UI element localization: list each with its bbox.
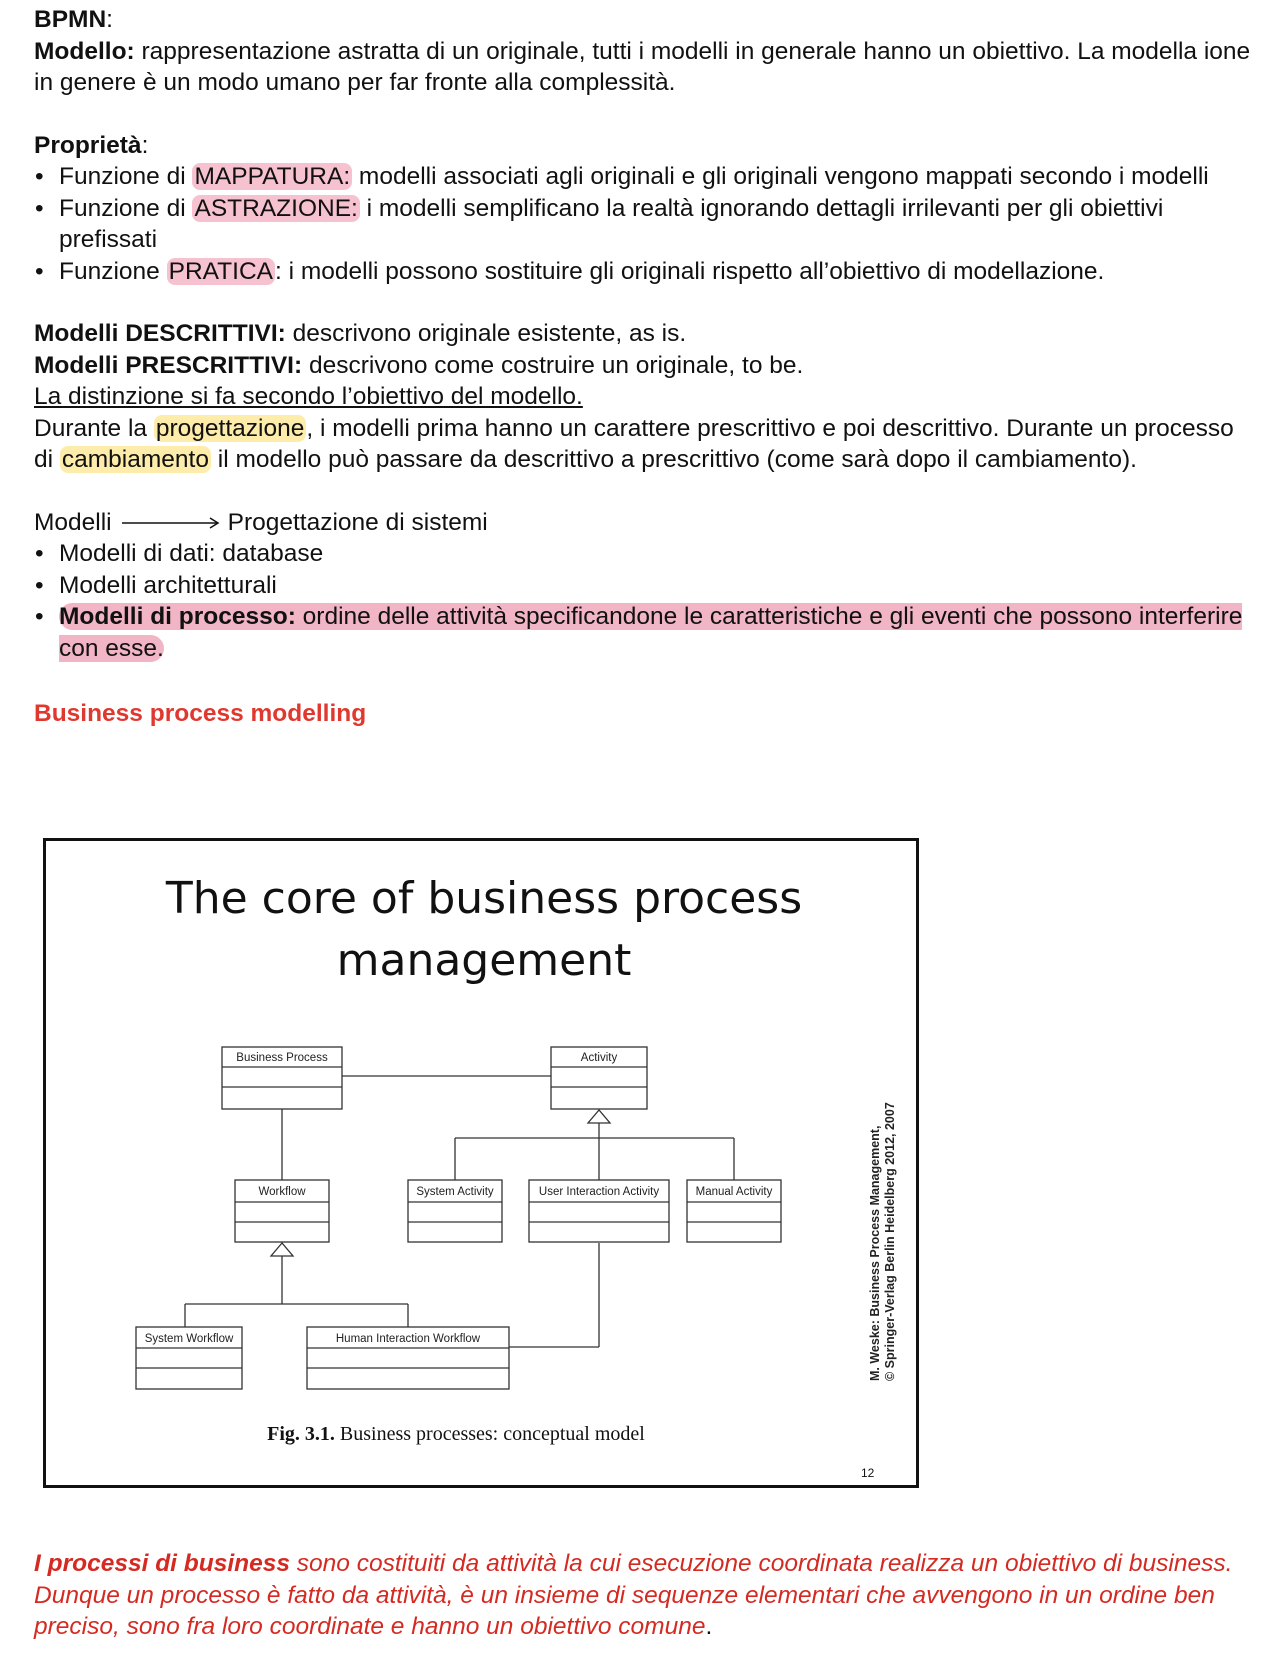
human-interaction-workflow-label: Human Interaction Workflow xyxy=(335,1333,481,1345)
highlight-pratica: PRATICA xyxy=(168,257,273,285)
activity-label: Activity xyxy=(580,1052,618,1064)
modelli-list xyxy=(34,538,1254,664)
figure-credit: M. Weske: Business Process Management, © Springer-Verlag Berlin Heidelberg 2012, 2007 xyxy=(868,1102,897,1381)
figure-caption: Fig. 3.1. Business processes: conceptual model xyxy=(267,1423,645,1445)
proprieta-heading: Proprietà: xyxy=(34,131,149,159)
notes-page xyxy=(34,4,1254,730)
highlight-progettazione: progettazione xyxy=(155,414,305,442)
distinzione-line: La distinzione si fa secondo l’obiettivo del modello. xyxy=(34,383,583,410)
arrow-right-icon xyxy=(122,517,222,529)
proprieta-list xyxy=(34,161,1254,287)
slide-page-number: 12 xyxy=(861,1466,875,1480)
manual-activity-label: Manual Activity xyxy=(695,1186,773,1198)
prescrittivi-line: Modelli PRESCRITTIVI: descrivono come costruire un originale, to be. xyxy=(34,351,804,379)
system-activity-label: System Activity xyxy=(416,1186,494,1198)
heading-line: BPMN: xyxy=(34,6,113,33)
uml-diagram xyxy=(46,841,916,1485)
list-item: • Funzione PRATICA: i modelli possono sostituire gli originali rispetto all’obiettivo di modellazione. xyxy=(34,256,1254,288)
list-item xyxy=(34,601,1254,664)
user-interaction-activity-label: User Interaction Activity xyxy=(538,1186,660,1198)
conclusion-paragraph: I processi di business sono costituiti da attività la cui esecuzione coordinata realizza un obiettivo di business. Dunque un processo è fatto da attività, è un insieme di sequenze elementari che avvengono in un ordine ben preciso, sono fra loro coordinate e hanno un obiettivo comune. xyxy=(34,1550,1233,1640)
list-item: • Funzione di ASTRAZIONE: i modelli semplificano la realtà ignorando dettagli irrilevanti per gli obiettivi prefissati xyxy=(34,193,1254,256)
page-heading: BPMN xyxy=(34,6,107,33)
highlight-modelli-processo: Modelli di processo: ordine delle attività specificandone le caratteristiche e gli eventi che possono interferire con esse. xyxy=(59,603,1243,662)
descrittivi-line: Modelli DESCRITTIVI: descrivono originale esistente, as is. xyxy=(34,320,687,347)
figure-title: The core of business process management xyxy=(165,873,803,986)
figure-slide xyxy=(43,838,919,1488)
list-item: • Modelli di dati: database xyxy=(34,538,1254,570)
modello-definition: Modello: rappresentazione astratta di un originale, tutti i modelli in generale hanno un obiettivo. La modella ione in genere è un modo umano per far fronte alla complessità. xyxy=(34,37,1251,96)
system-workflow-label: System Workflow xyxy=(144,1333,234,1345)
highlight-astrazione: ASTRAZIONE: xyxy=(194,194,358,222)
highlight-mappatura: MAPPATURA: xyxy=(194,163,351,190)
list-item: • Modelli architetturali xyxy=(34,570,1254,602)
list-item: • Funzione di MAPPATURA: modelli associati agli originali e gli originali vengono mappati secondo i modelli xyxy=(34,161,1254,193)
durante-paragraph: Durante la progettazione, i modelli prima hanno un carattere prescrittivo e poi descrittivo. Durante un processo di cambiamento il modello può passare da descrittivo a prescrittivo (come sarà dopo il cambiamento). xyxy=(34,414,1234,473)
section-title: Business process modelling xyxy=(34,700,367,727)
highlight-cambiamento: cambiamento xyxy=(61,446,209,473)
business-process-label: Business Process xyxy=(236,1052,328,1064)
modelli-arrow-line: Modelli Progettazione di sistemi xyxy=(34,508,488,536)
workflow-label: Workflow xyxy=(258,1186,306,1198)
